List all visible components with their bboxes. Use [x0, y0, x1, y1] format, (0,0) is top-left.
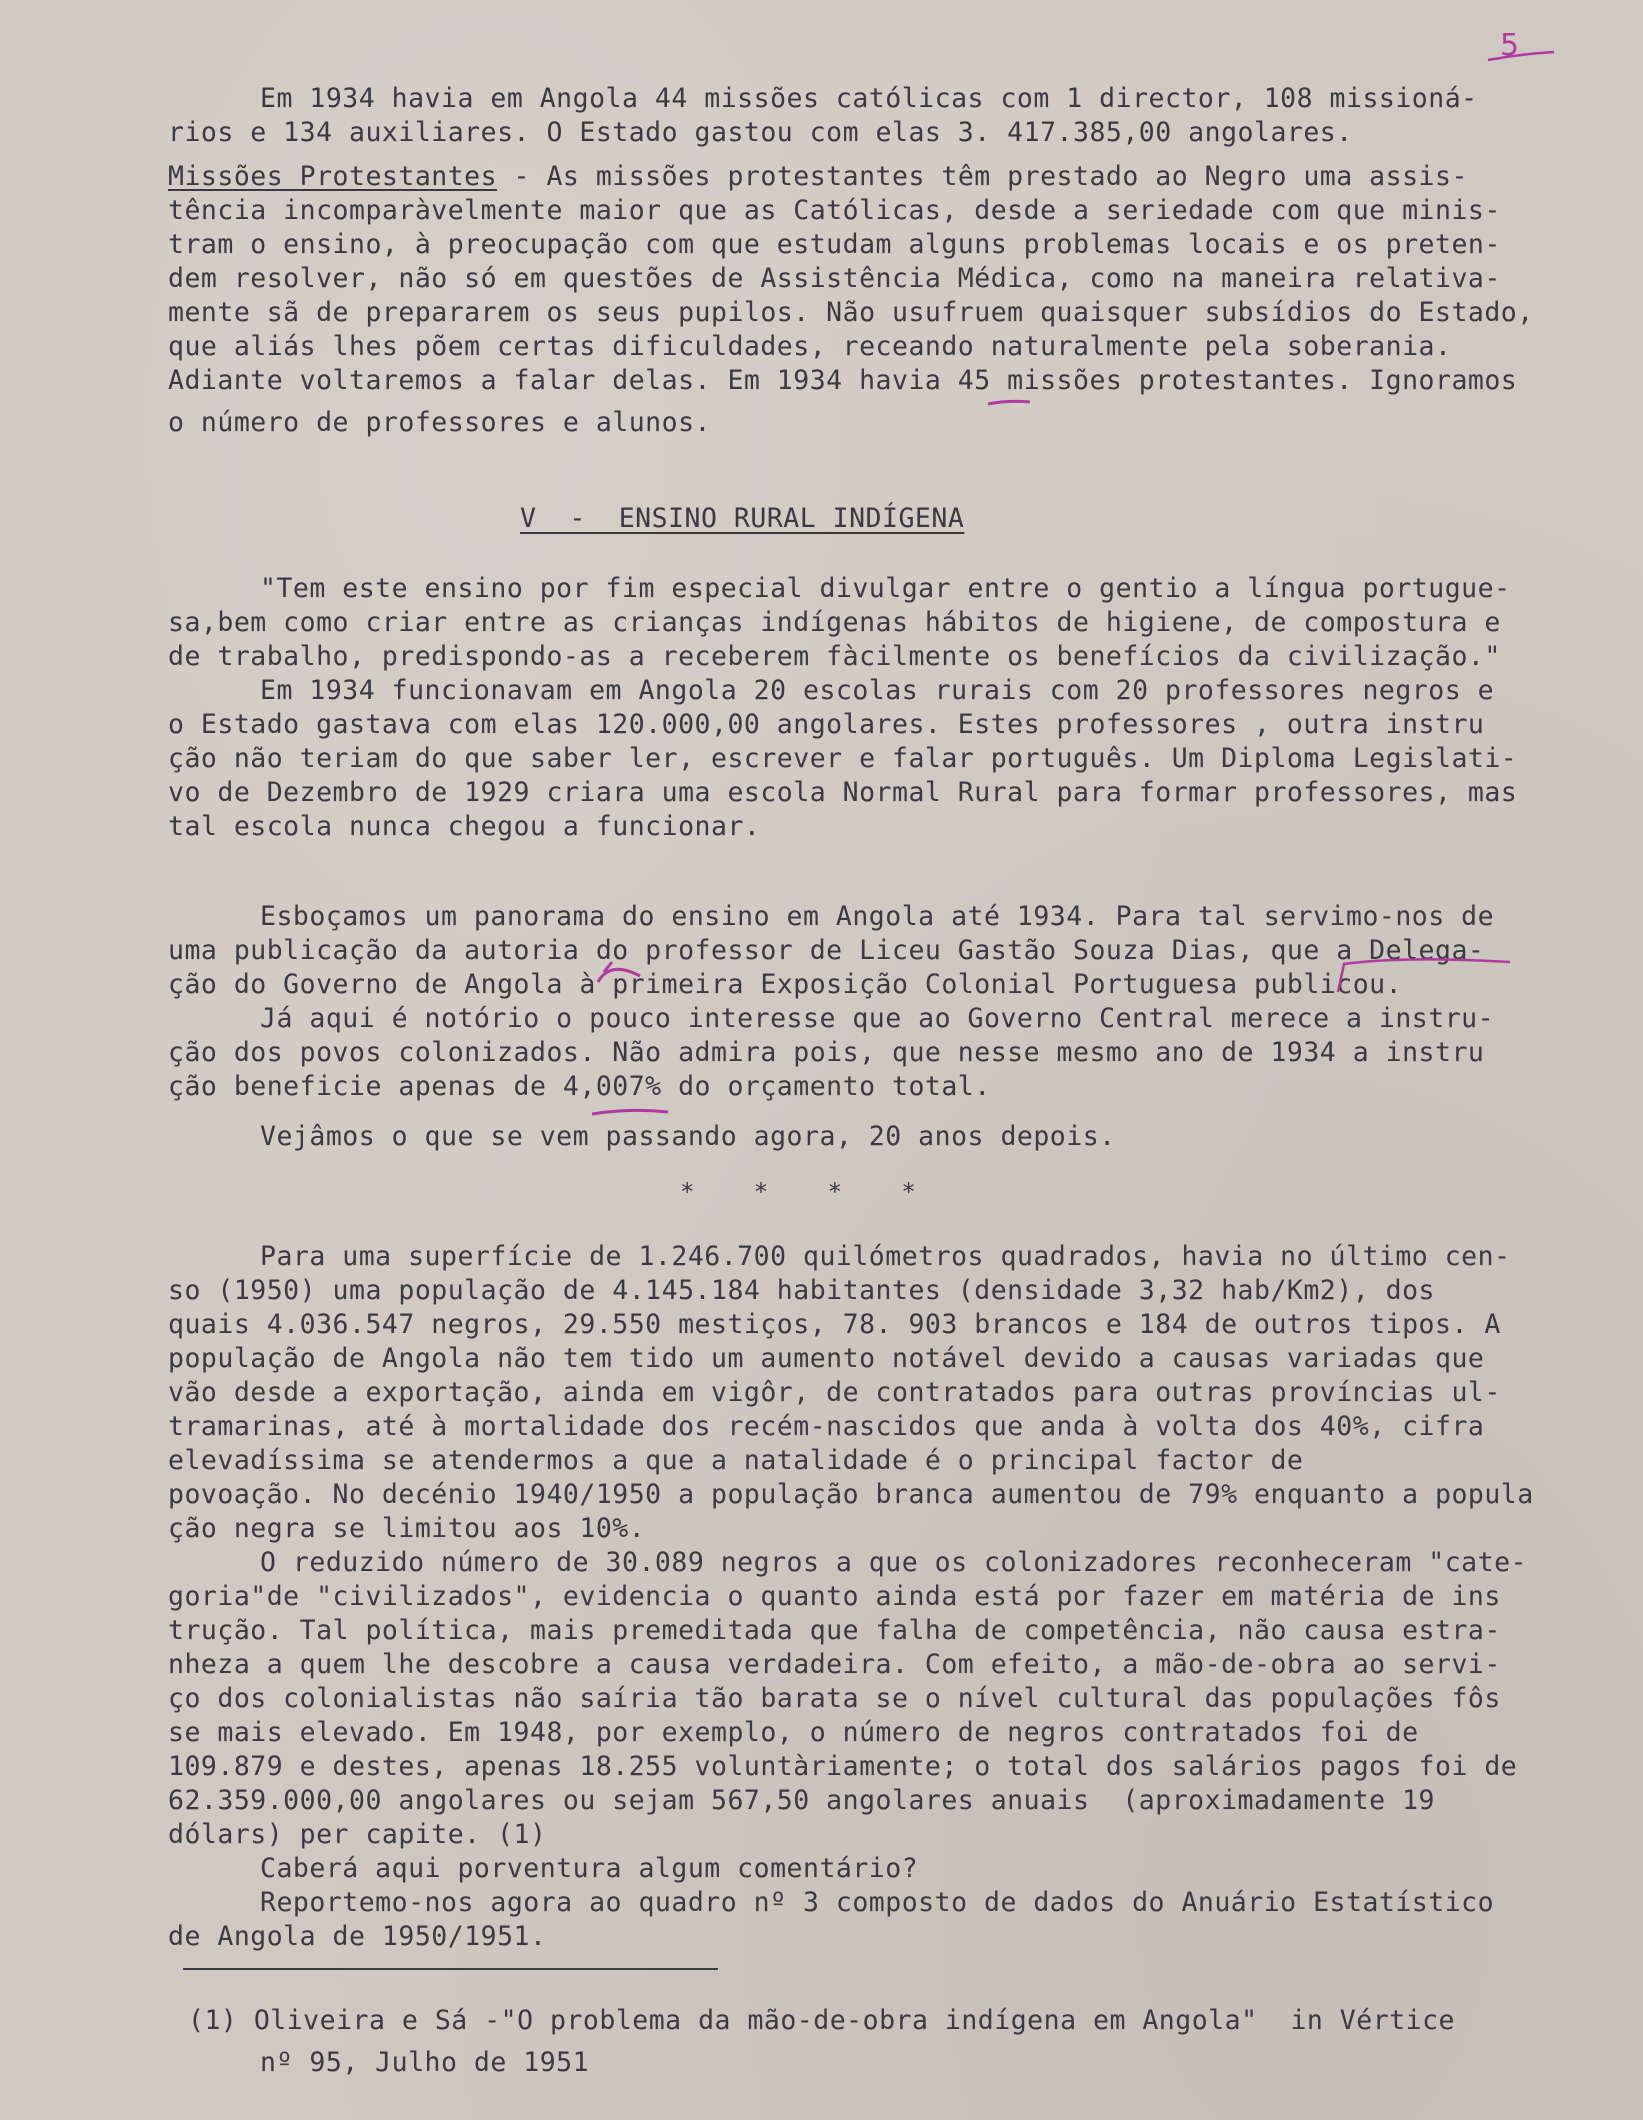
- text-line: dem resolver, não só em questões de Assistência Médica, como na maneira relativa-: [168, 263, 1501, 294]
- text-line: o número de professores e alunos.: [168, 407, 711, 438]
- text-line: vo de Dezembro de 1929 criara uma escola Normal Rural para formar professores, mas: [168, 777, 1518, 808]
- text-line: Adiante voltaremos a falar delas. Em 1934 havia 45 missões protestantes. Ignoramos: [168, 365, 1518, 396]
- text-line: população de Angola não tem tido um aumento notável devido a causas variadas que: [168, 1343, 1485, 1374]
- paragraph-now: [168, 1120, 1618, 1154]
- footnote-line: (1) Oliveira e Sá -"O problema da mão-de-obra indígena em Angola" in Vértice: [188, 2005, 1455, 2036]
- text-line: Já aqui é notório o pouco interesse que ao Governo Central merece a instru-: [260, 1003, 1495, 1034]
- text-line: ção beneficie apenas de 4,007% do orçamento total.: [168, 1071, 991, 1102]
- section-subtitle: Missões Protestantes: [168, 161, 498, 192]
- paragraph-catholic-missions: [168, 82, 1618, 150]
- text-line: dólars) per capite. (1): [168, 1819, 547, 1850]
- section-heading: V - ENSINO RURAL INDÍGENA: [520, 503, 965, 534]
- text-line: Em 1934 funcionavam em Angola 20 escolas rurais com 20 professores negros e: [260, 675, 1495, 706]
- text-line: Reportemo-nos agora ao quadro nº 3 composto de dados do Anuário Estatístico: [260, 1887, 1495, 1918]
- text-line: sa,bem como criar entre as crianças indígenas hábitos de higiene, de compostura e: [168, 607, 1501, 638]
- footnote-rule: [183, 1968, 718, 1970]
- text-line: - As missões protestantes têm prestado ao Negro uma assis-: [497, 161, 1468, 192]
- paragraph-civilizados: [168, 1546, 1618, 1852]
- text-line: trução. Tal política, mais premeditada que falha de competência, não causa estra-: [168, 1615, 1501, 1646]
- paragraph-table-reference: [168, 1886, 1618, 1954]
- text-line: tência incomparàvelmente maior que as Católicas, desde a seriedade com que minis-: [168, 195, 1501, 226]
- text-line: mente sã de prepararem os seus pupilos. Não usufruem quaisquer subsídios do Estado,: [168, 297, 1534, 328]
- text-line: uma publicação da autoria do professor de Liceu Gastão Souza Dias, que a Delega-: [168, 935, 1485, 966]
- text-line: tramarinas, até à mortalidade dos recém-nascidos que anda à volta dos 40%, cifra: [168, 1411, 1485, 1442]
- paragraph-protestant-missions: [168, 160, 1618, 440]
- text-line: nheza a quem lhe descobre a causa verdadeira. Com efeito, a mão-de-obra ao servi-: [168, 1649, 1501, 1680]
- text-line: Em 1934 havia em Angola 44 missões católicas com 1 director, 108 missioná-: [260, 83, 1478, 114]
- text-line: rios e 134 auxiliares. O Estado gastou com elas 3. 417.385,00 angolares.: [168, 117, 1353, 148]
- text-line: so (1950) uma população de 4.145.184 habitantes (densidade 3,32 hab/Km2), dos: [168, 1275, 1435, 1306]
- separator-asterisks: * * * *: [680, 1178, 920, 1206]
- text-line: Caberá aqui porventura algum comentário?: [260, 1853, 919, 1884]
- text-line: ção não teriam do que saber ler, escrever e falar português. Um Diploma Legislati-: [168, 743, 1518, 774]
- text-line: Para uma superfície de 1.246.700 quilómetros quadrados, havia no último cen-: [260, 1241, 1511, 1272]
- paragraph-rural-schools: [168, 674, 1618, 844]
- page-number-underline-mark: [1486, 50, 1556, 64]
- text-line: povoação. No decénio 1940/1950 a população branca aumentou de 79% enquanto a popula: [168, 1479, 1534, 1510]
- annotation-underline-percent: [592, 1110, 668, 1114]
- text-line: ção do Governo de Angola à primeira Exposição Colonial Portuguesa publicou.: [168, 969, 1403, 1000]
- paragraph-comment-question: [168, 1852, 1618, 1886]
- paragraph-population: [168, 1240, 1618, 1546]
- text-line: tal escola nunca chegou a funcionar.: [168, 811, 761, 842]
- text-line: se mais elevado. Em 1948, por exemplo, o número de negros contratados foi de: [168, 1717, 1419, 1748]
- text-line: o Estado gastava com elas 120.000,00 angolares. Estes professores , outra instru: [168, 709, 1485, 740]
- page-number: 5: [1500, 28, 1520, 63]
- text-line: Esboçamos um panorama do ensino em Angola até 1934. Para tal servimo-nos de: [260, 901, 1495, 932]
- text-line: Vejâmos o que se vem passando agora, 20 anos depois.: [260, 1121, 1116, 1152]
- footnote-line: nº 95, Julho de 1951: [260, 2047, 590, 2078]
- text-line: "Tem este ensino por fim especial divulgar entre o gentio a língua portugue-: [260, 573, 1511, 604]
- paragraph-panorama: [168, 900, 1618, 1002]
- text-line: 109.879 e destes, apenas 18.255 voluntàriamente; o total dos salários pagos foi de: [168, 1751, 1518, 1782]
- paragraph-quote: [168, 572, 1618, 674]
- text-line: O reduzido número de 30.089 negros a que os colonizadores reconheceram "cate-: [260, 1547, 1527, 1578]
- text-line: de trabalho, predispondo-as a receberem fàcilmente os benefícios da civilização.": [168, 641, 1501, 672]
- text-line: de Angola de 1950/1951.: [168, 1921, 547, 1952]
- text-line: ção negra se limitou aos 10%.: [168, 1513, 646, 1544]
- text-line: ço dos colonialistas não saíria tão barata se o nível cultural das populações fôs: [168, 1683, 1501, 1714]
- text-line: tram o ensino, à preocupação com que estudam alguns problemas locais e os preten-: [168, 229, 1501, 260]
- footnote: [188, 2004, 1638, 2080]
- paragraph-budget: [168, 1002, 1618, 1104]
- text-line: vão desde a exportação, ainda em vigôr, de contratados para outras províncias ul-: [168, 1377, 1501, 1408]
- text-line: que aliás lhes põem certas dificuldades, receando naturalmente pela soberania.: [168, 331, 1452, 362]
- text-line: goria"de "civilizados", evidencia o quanto ainda está por fazer em matéria de ins: [168, 1581, 1501, 1612]
- text-line: quais 4.036.547 negros, 29.550 mestiços, 78. 903 brancos e 184 de outros tipos. A: [168, 1309, 1501, 1340]
- text-line: 62.359.000,00 angolares ou sejam 567,50 angolares anuais (aproximadamente 19: [168, 1785, 1435, 1816]
- text-line: elevadíssima se atendermos a que a natalidade é o principal factor de: [168, 1445, 1304, 1476]
- text-line: ção dos povos colonizados. Não admira pois, que nesse mesmo ano de 1934 a instru: [168, 1037, 1485, 1068]
